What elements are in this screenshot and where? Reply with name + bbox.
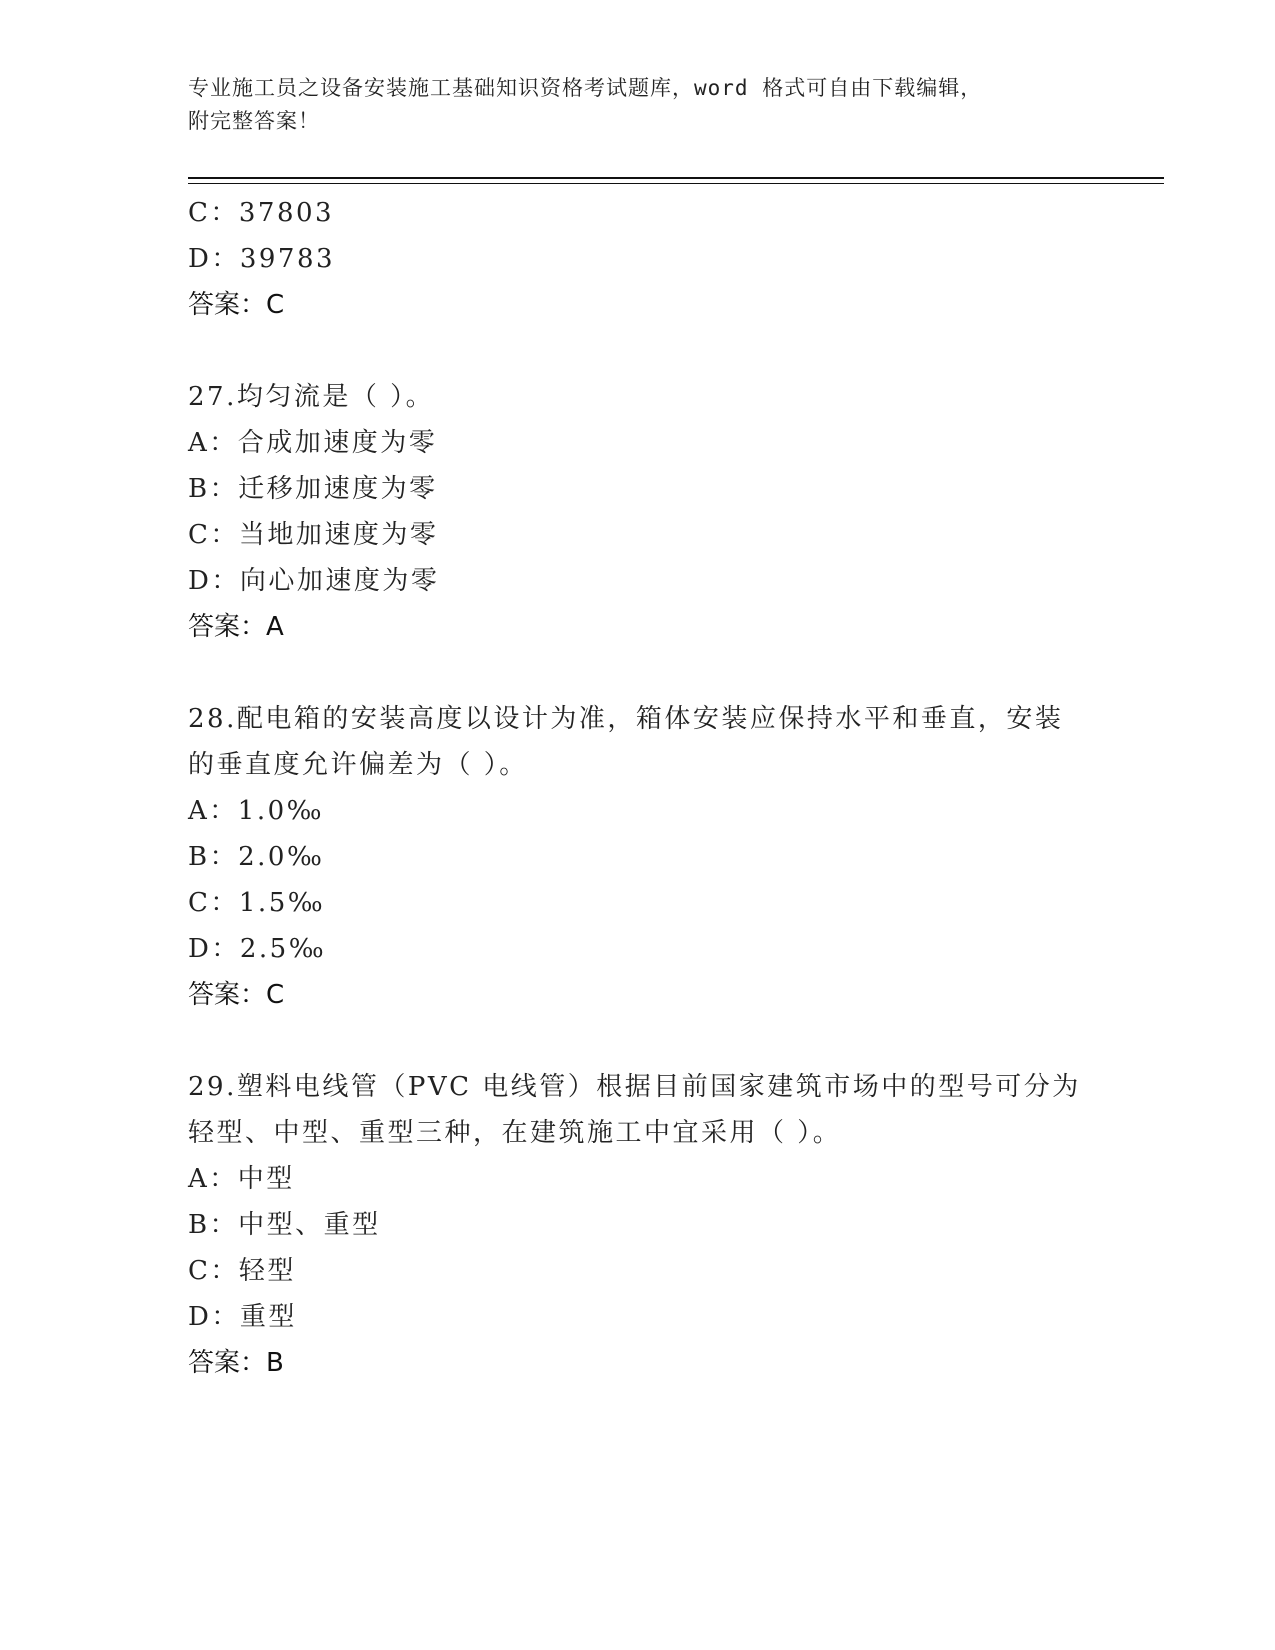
header-line-1: 专业施工员之设备安装施工基础知识资格考试题库，word 格式可自由下载编辑， <box>188 76 983 100</box>
option-a: A：合成加速度为零 <box>188 428 438 458</box>
question-28 <box>188 696 1108 1018</box>
question-text: 27.均匀流是（ ）。 <box>188 382 435 412</box>
option-a: A：中型 <box>188 1164 295 1194</box>
question-27 <box>188 374 1108 650</box>
header-line-2: 附完整答案！ <box>188 109 320 133</box>
answer: 答案：C <box>188 980 285 1010</box>
answer: 答案：B <box>188 1348 284 1378</box>
option-b: B：迁移加速度为零 <box>188 474 438 504</box>
question-26-tail <box>188 190 1108 328</box>
option-c: C：当地加速度为零 <box>188 520 439 550</box>
question-text-line-2: 轻型、中型、重型三种，在建筑施工中宜采用（ ）。 <box>188 1118 842 1148</box>
option-d: D：2.5‰ <box>188 934 327 964</box>
question-text-line-2: 的垂直度允许偏差为（ ）。 <box>188 750 528 780</box>
question-text-line-1: 28.配电箱的安装高度以设计为准，箱体安装应保持水平和垂直，安装 <box>188 704 1064 734</box>
answer: 答案：C <box>188 290 285 320</box>
question-text-line-1: 29.塑料电线管（PVC 电线管）根据目前国家建筑市场中的型号可分为 <box>188 1072 1081 1102</box>
option-a: A：1.0‰ <box>188 796 325 826</box>
question-list <box>188 190 1108 1386</box>
option-c: C：1.5‰ <box>188 888 326 918</box>
document-header <box>188 72 1088 138</box>
header-divider-thin <box>188 183 1164 184</box>
option-d: D：重型 <box>188 1302 297 1332</box>
header-divider-thick <box>188 177 1164 179</box>
option-c: C：轻型 <box>188 1256 296 1286</box>
option-d: D：39783 <box>188 244 336 274</box>
option-d: D：向心加速度为零 <box>188 566 440 596</box>
option-b: B：中型、重型 <box>188 1210 381 1240</box>
option-c: C：37803 <box>188 198 335 228</box>
question-29 <box>188 1064 1108 1386</box>
option-b: B：2.0‰ <box>188 842 325 872</box>
answer: 答案：A <box>188 612 284 642</box>
